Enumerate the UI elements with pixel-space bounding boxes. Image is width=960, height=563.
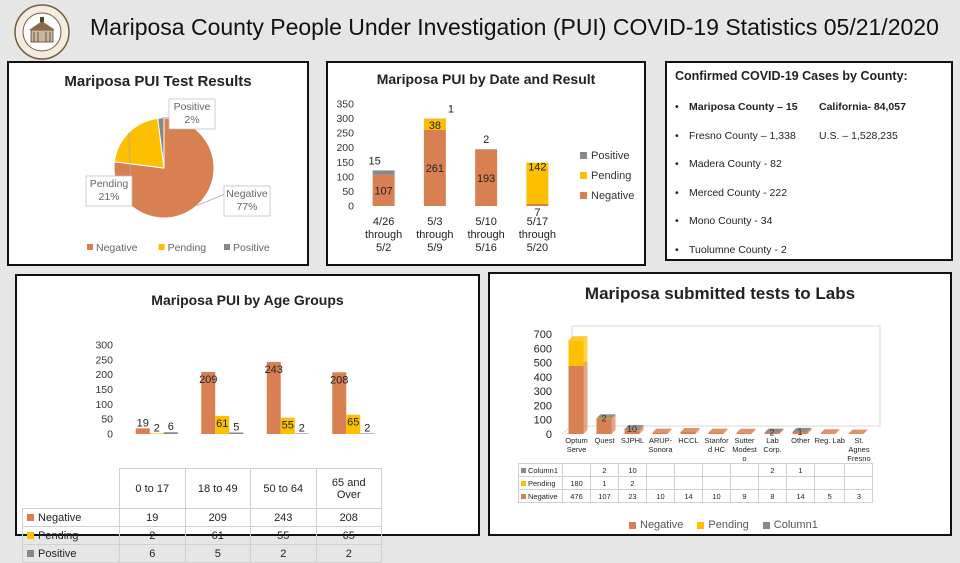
date-ytick-label: 100	[336, 171, 354, 183]
age-table-cell: 2	[120, 527, 186, 545]
date-category-label: 5/3 through 5/9	[416, 216, 453, 254]
labs-bar-negative	[569, 366, 584, 434]
case-county: Mariposa County – 15	[689, 101, 819, 113]
labs-table-category: Other	[787, 436, 815, 464]
date-data-label-positive: 15	[369, 155, 381, 167]
labs-ytick-label: 400	[534, 372, 552, 384]
labs-legend	[622, 519, 825, 531]
labs-table-cell	[787, 477, 815, 490]
labs-table-category: Sutter Modest o	[731, 436, 759, 464]
labs-legend-label: Pending	[708, 519, 748, 531]
age-data-label-positive: 6	[168, 421, 174, 433]
age-table-cell: 2	[316, 545, 382, 563]
labs-table-cell: 2	[759, 464, 787, 477]
labs-table-cell: 2	[591, 464, 619, 477]
case-row	[675, 244, 819, 256]
case-row	[675, 158, 819, 170]
date-ytick-label: 350	[336, 99, 354, 111]
case-extra: U.S. – 1,528,235	[819, 130, 898, 142]
age-table-corner	[23, 469, 120, 509]
labs-table-cell: 3	[845, 490, 873, 503]
date-data-label-pending: 38	[429, 120, 441, 132]
age-ytick-label: 200	[95, 369, 113, 381]
labs-table-cell: 10	[647, 490, 675, 503]
labs-bar-label: 2	[601, 413, 606, 423]
labs-table-cell	[731, 464, 759, 477]
date-chart-title: Mariposa PUI by Date and Result	[328, 71, 644, 87]
pie-chart-panel	[7, 61, 309, 266]
pie-legend-label-negative: Negative	[96, 242, 138, 254]
labs-table-cell	[703, 464, 731, 477]
labs-table-cell: 180	[563, 477, 591, 490]
labs-table-series-label: Pending	[519, 477, 563, 490]
labs-bar-label: 10	[627, 424, 637, 434]
labs-table-corner	[519, 436, 563, 464]
age-table-series-label: Negative	[23, 509, 120, 527]
date-ytick-label: 300	[336, 113, 354, 125]
labs-ytick-label: 300	[534, 386, 552, 398]
age-data-table	[22, 468, 382, 563]
labs-chart-panel	[488, 272, 952, 536]
age-data-label-negative: 208	[330, 374, 348, 386]
case-county: Mono County - 34	[689, 215, 819, 227]
pie-slice-pending	[114, 118, 164, 168]
date-data-label-negative: 7	[534, 207, 540, 219]
labs-data-table	[518, 436, 873, 503]
confirmed-cases-panel	[665, 61, 953, 261]
pie-legend-swatch-negative	[87, 244, 93, 250]
age-ytick-label: 50	[101, 414, 113, 426]
labs-table-cell	[731, 477, 759, 490]
labs-ytick-label: 600	[534, 343, 552, 355]
case-bullet: •	[675, 130, 689, 142]
pie-label-negative: Negative 77%	[226, 188, 268, 213]
labs-table-swatch	[521, 481, 526, 486]
labs-table-category: Reg. Lab	[815, 436, 845, 464]
date-ytick-label: 150	[336, 157, 354, 169]
date-data-label-negative: 107	[374, 185, 392, 197]
age-table-series-label: Positive	[23, 545, 120, 563]
labs-ytick-label: 200	[534, 400, 552, 412]
labs-legend-swatch	[629, 522, 636, 529]
labs-table-cell	[815, 477, 845, 490]
labs-table-cell	[845, 464, 873, 477]
labs-bar-negative	[653, 433, 668, 434]
age-table-cell: 209	[185, 509, 251, 527]
age-chart-title: Mariposa PUI by Age Groups	[17, 292, 478, 308]
labs-table-category: HCCL	[675, 436, 703, 464]
labs-table-category: St. Agnes Fresno	[845, 436, 873, 464]
date-data-label-positive: 1	[448, 104, 454, 116]
age-table-category: 50 to 64	[251, 469, 317, 509]
date-legend-label-pending: Pending	[591, 170, 631, 182]
age-table-cell: 208	[316, 509, 382, 527]
age-ytick-label: 300	[95, 340, 113, 352]
labs-bar-side-pending	[584, 336, 588, 366]
labs-table-swatch	[521, 494, 526, 499]
age-table-swatch	[27, 550, 34, 557]
case-bullet: •	[675, 215, 689, 227]
labs-table-cell: 10	[703, 490, 731, 503]
case-extra: California- 84,057	[819, 101, 906, 113]
labs-table-cell	[647, 477, 675, 490]
labs-table-cell: 23	[619, 490, 647, 503]
pie-legend-label-pending: Pending	[168, 242, 207, 254]
date-data-label-negative: 193	[477, 173, 495, 185]
labs-table-category: Stanfor d HC	[703, 436, 731, 464]
labs-table-category: Quest	[591, 436, 619, 464]
date-legend-label-positive: Positive	[591, 150, 630, 162]
labs-bar-label: 1	[797, 427, 802, 437]
county-seal-logo	[14, 4, 70, 60]
date-category-label: 4/26 through 5/2	[365, 216, 402, 254]
labs-table-cell	[675, 477, 703, 490]
labs-table-cell	[703, 477, 731, 490]
labs-ytick-label: 700	[534, 329, 552, 341]
age-table-category: 65 and Over	[316, 469, 382, 509]
date-legend-swatch-pending	[580, 172, 587, 179]
labs-table-cell	[815, 464, 845, 477]
labs-table-cell: 476	[563, 490, 591, 503]
age-data-label-pending: 61	[216, 418, 228, 430]
date-ytick-label: 0	[348, 201, 354, 213]
age-ytick-label: 250	[95, 354, 113, 366]
labs-table-cell: 5	[815, 490, 845, 503]
age-data-label-positive: 5	[233, 422, 239, 434]
pie-legend-swatch-pending	[159, 244, 165, 250]
labs-legend-item	[629, 519, 683, 531]
labs-table-category: Lab Corp.	[759, 436, 787, 464]
date-ytick-label: 200	[336, 142, 354, 154]
date-chart-panel	[326, 61, 646, 266]
labs-table-series-label: Negative	[519, 490, 563, 503]
date-category-label: 5/10 through 5/16	[467, 216, 504, 254]
labs-table-cell: 2	[619, 477, 647, 490]
labs-table-cell: 107	[591, 490, 619, 503]
age-table-cell: 19	[120, 509, 186, 527]
pie-legend-swatch-positive	[224, 244, 230, 250]
age-data-label-negative: 243	[265, 364, 283, 376]
date-bar-positive	[373, 170, 395, 174]
labs-table-cell: 10	[619, 464, 647, 477]
age-table-swatch	[27, 532, 34, 539]
case-row	[675, 187, 819, 199]
case-county: Tuolumne County - 2	[689, 244, 819, 256]
date-legend-label-negative: Negative	[591, 190, 634, 202]
labs-bar-top-negative	[849, 430, 868, 434]
date-bar-chart	[328, 63, 648, 268]
case-bullet: •	[675, 244, 689, 256]
case-county: Fresno County – 1,338	[689, 130, 819, 142]
labs-ytick-label: 0	[546, 429, 552, 441]
case-bullet: •	[675, 187, 689, 199]
pie-label-pending: Pending 21%	[90, 178, 129, 203]
age-data-label-positive: 2	[299, 422, 305, 434]
age-data-label-positive: 2	[364, 422, 370, 434]
case-row	[675, 130, 898, 142]
age-ytick-label: 0	[107, 429, 113, 441]
labs-bar-pending	[569, 340, 584, 366]
date-legend-swatch-negative	[580, 192, 587, 199]
labs-table-cell: 1	[787, 464, 815, 477]
labs-legend-swatch	[697, 522, 704, 529]
age-table-cell: 61	[185, 527, 251, 545]
labs-legend-label: Negative	[640, 519, 683, 531]
labs-table-cell	[563, 464, 591, 477]
labs-table-swatch	[521, 468, 526, 473]
age-data-label-pending: 55	[282, 420, 294, 432]
date-data-label-pending: 142	[528, 162, 546, 174]
labs-bar-negative	[821, 433, 836, 434]
date-data-label-positive: 2	[483, 134, 489, 146]
case-county: Merced County - 222	[689, 187, 819, 199]
labs-bar-negative	[681, 432, 696, 434]
page-title: Mariposa County People Under Investigation (PUI) COVID-19 Statistics 05/21/2020	[90, 14, 939, 41]
labs-table-category: Optum Serve	[563, 436, 591, 464]
labs-legend-item	[763, 519, 818, 531]
age-table-category: 0 to 17	[120, 469, 186, 509]
case-row	[675, 101, 906, 113]
pie-chart-title: Mariposa PUI Test Results	[9, 73, 307, 90]
labs-bar-label: 2	[769, 428, 774, 438]
age-table-cell: 2	[251, 545, 317, 563]
age-table-series-label: Pending	[23, 527, 120, 545]
date-bar-positive	[475, 149, 497, 150]
date-bar-negative	[526, 204, 548, 206]
date-data-label-negative: 261	[426, 163, 444, 175]
age-table-cell: 6	[120, 545, 186, 563]
case-row	[675, 215, 819, 227]
labs-table-cell: 14	[787, 490, 815, 503]
age-data-label-negative: 209	[199, 374, 217, 386]
age-data-label-pending: 2	[154, 422, 160, 434]
date-ytick-label: 50	[342, 186, 354, 198]
labs-legend-label: Column1	[774, 519, 818, 531]
labs-table-series-label: Column1	[519, 464, 563, 477]
age-ytick-label: 100	[95, 399, 113, 411]
labs-table-category: SJPHL	[619, 436, 647, 464]
age-ytick-label: 150	[95, 384, 113, 396]
age-chart-panel	[15, 274, 480, 536]
labs-table-cell	[675, 464, 703, 477]
labs-chart-title: Mariposa submitted tests to Labs	[490, 284, 950, 304]
pie-chart	[9, 63, 311, 268]
case-bullet: •	[675, 101, 689, 113]
labs-table-cell: 14	[675, 490, 703, 503]
labs-table-cell	[647, 464, 675, 477]
cases-title: Confirmed COVID-19 Cases by County:	[675, 69, 908, 83]
pie-legend-label-positive: Positive	[233, 242, 270, 254]
age-table-swatch	[27, 514, 34, 521]
labs-table-cell	[759, 477, 787, 490]
case-bullet: •	[675, 158, 689, 170]
age-data-label-negative: 19	[137, 417, 149, 429]
date-category-label: 5/17 through 5/20	[519, 216, 556, 254]
case-county: Madera County - 82	[689, 158, 819, 170]
labs-table-cell: 8	[759, 490, 787, 503]
labs-table-cell: 9	[731, 490, 759, 503]
age-table-cell: 243	[251, 509, 317, 527]
labs-ytick-label: 100	[534, 415, 552, 427]
age-table-cell: 5	[185, 545, 251, 563]
labs-legend-item	[697, 519, 748, 531]
labs-bar-side-negative	[584, 362, 588, 434]
age-table-category: 18 to 49	[185, 469, 251, 509]
date-legend-swatch-positive	[580, 152, 587, 159]
labs-legend-swatch	[763, 522, 770, 529]
age-table-cell: 65	[316, 527, 382, 545]
labs-table-category: ARUP- Sonora	[647, 436, 675, 464]
age-table-cell: 55	[251, 527, 317, 545]
labs-bar-negative	[737, 433, 752, 434]
labs-ytick-label: 500	[534, 358, 552, 370]
labs-table-cell	[845, 477, 873, 490]
age-data-label-pending: 65	[347, 417, 359, 429]
date-ytick-label: 250	[336, 128, 354, 140]
labs-bar-negative	[709, 433, 724, 434]
labs-table-cell: 1	[591, 477, 619, 490]
pie-label-positive: Positive 2%	[174, 101, 211, 126]
